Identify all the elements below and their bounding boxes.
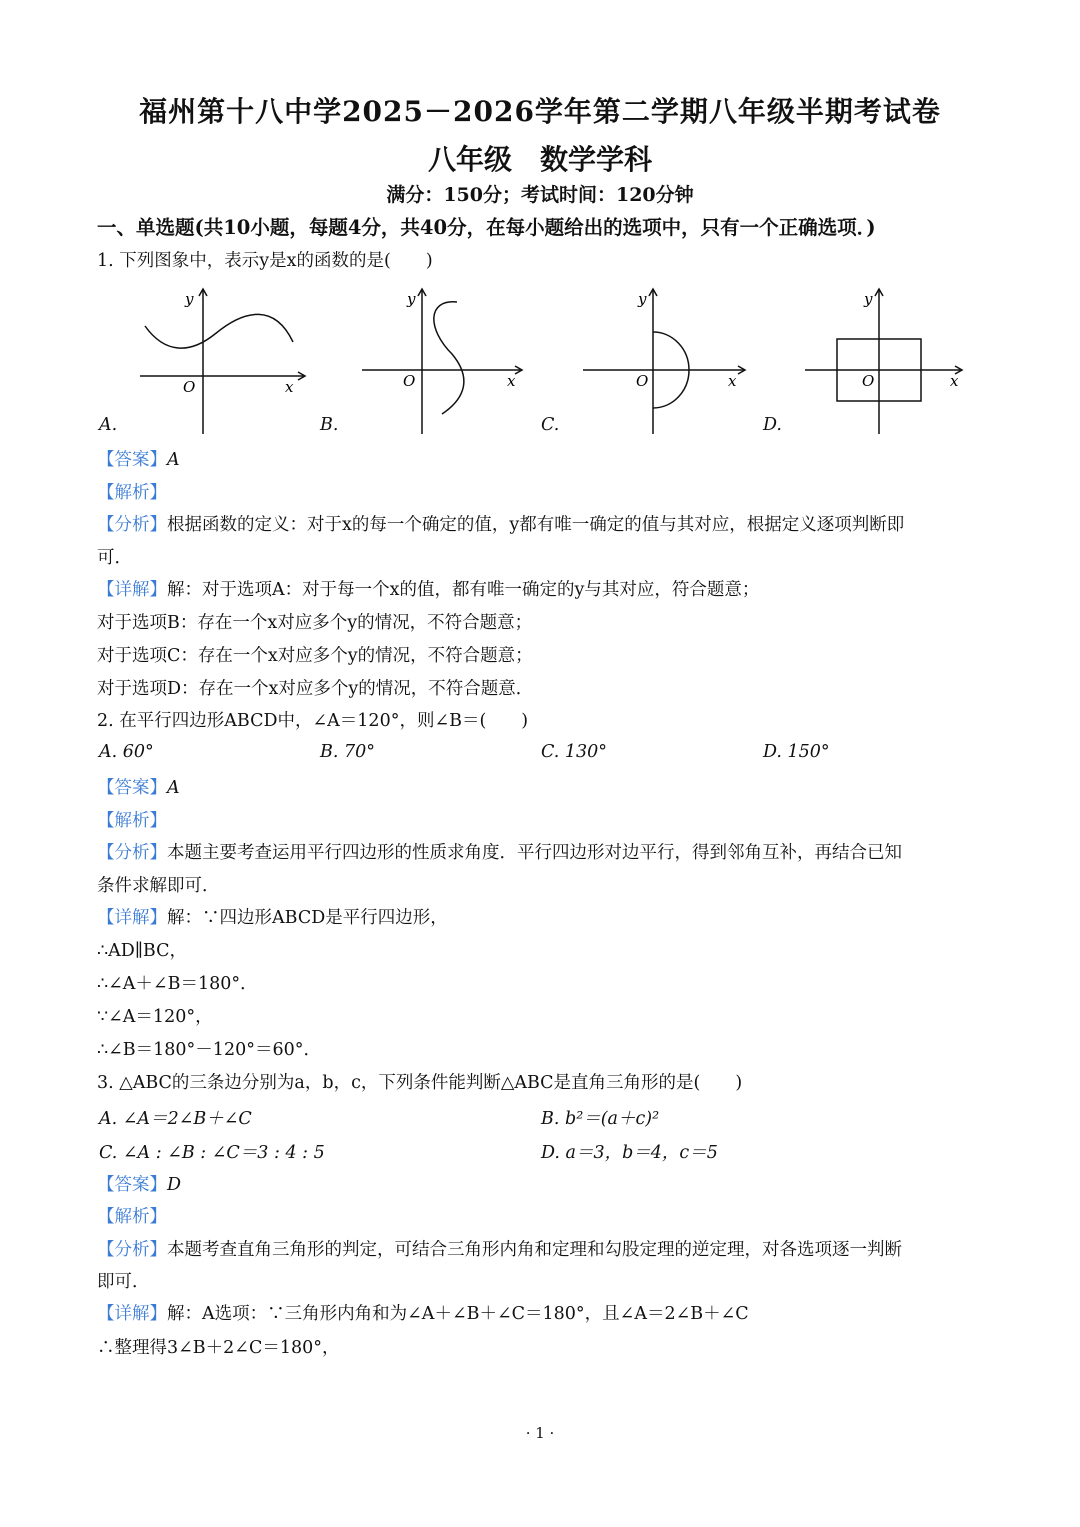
graph-d-x-label: x [950,372,959,390]
q3-fenxi-cont: 即可． [97,1272,150,1292]
q3-answer [97,1173,181,1197]
q3-option-b: B. b²＝(a＋c)² [541,1109,660,1129]
q3-fenxi [97,1238,902,1262]
answer-value: A [167,778,180,798]
fenxi-text: 本题主要考查运用平行四边形的性质求角度．平行四边形对边平行，得到邻角互补，再结合已知 [167,843,902,863]
q2-stem: 2. 在平行四边形ABCD中，∠A＝120°，则∠B＝( ) [97,711,529,731]
q2-answer [97,776,180,800]
exam-title: 福州第十八中学2025－2026学年第二学期八年级半期考试卷 [139,95,941,128]
q1-graph-b [357,284,532,440]
q1-fenxi [97,513,904,537]
q2-option-c: C. 130° [541,742,608,762]
answer-tag: 【答案】 [97,450,167,470]
q2-xiangjie-e: ∴∠B＝180°－120°＝60°． [97,1040,321,1060]
fenxi-text: 本题考查直角三角形的判定，可结合三角形内角和定理和勾股定理的逆定理，对各选项逐一判断 [167,1240,902,1260]
section-heading: 一、单选题(共10小题，每题4分，共40分，在每小题给出的选项中，只有一个正确选项．) [97,216,876,239]
q3-option-a: A. ∠A＝2∠B＋∠C [99,1109,252,1129]
answer-tag: 【答案】 [97,778,167,798]
fenxi-tag: 【分析】 [97,843,167,863]
q1-fenxi-cont: 可． [97,548,132,568]
q1-graph-c [580,284,755,440]
q3-option-d: D. a＝3，b＝4，c＝5 [541,1143,718,1163]
q1-option-d: D. [763,415,782,435]
q2-option-b: B. 70° [320,742,376,762]
q2-option-d: D. 150° [763,742,830,762]
fenxi-text: 根据函数的定义：对于x的每一个确定的值，y都有唯一确定的值与其对应，根据定义逐项判断即 [167,515,905,535]
graph-a-y-label: y [185,290,194,308]
q1-xiangjie-b: 对于选项B：存在一个x对应多个y的情况，不符合题意； [97,613,533,633]
fenxi-tag: 【分析】 [97,515,167,535]
graph-a-x-label: x [285,378,294,396]
q1-graph-d [802,284,977,440]
exam-subtitle [0,138,1080,178]
graph-c-origin-label: O [636,372,649,390]
q3-xiangjie-b: ∴整理得3∠B＋2∠C＝180°， [97,1338,340,1358]
q1-graph-a [135,284,310,440]
graph-b-origin-label: O [403,372,416,390]
q1-option-a: A. [99,415,118,435]
q1-stem: 1. 下列图象中，表示y是x的函数的是( ) [97,251,433,271]
q2-fenxi [97,841,902,865]
q1-option-b: B. [320,415,339,435]
q2-xiangjie [97,906,448,930]
grade-label: 八年级 [427,143,512,176]
graph-b-curve [434,302,464,414]
q1-option-c: C. [541,415,560,435]
graph-b-x-label: x [507,372,516,390]
q2-jiexi-tag: 【解析】 [97,811,167,831]
graph-a-svg [135,284,310,436]
graph-d-svg [802,284,977,436]
answer-value: A [167,450,180,470]
q3-stem: 3. △ABC的三条边分别为a，b，c，下列条件能判断△ABC是直角三角形的是( ) [97,1073,743,1093]
graph-c-x-label: x [728,372,737,390]
q1-answer [97,448,180,472]
q2-xiangjie-d: ∵∠A＝120°， [97,1007,213,1027]
graph-d-origin-label: O [862,372,875,390]
graph-a-curve [145,314,293,348]
answer-tag: 【答案】 [97,1175,167,1195]
q2-xiangjie-b: ∴AD∥BC， [97,941,187,961]
q3-xiangjie [97,1302,749,1326]
q3-option-c: C. ∠A : ∠B : ∠C＝3 : 4 : 5 [99,1143,325,1163]
q1-xiangjie [97,578,759,602]
q3-jiexi-tag: 【解析】 [97,1207,167,1227]
xiangjie-text: 解：∵四边形ABCD是平行四边形， [167,908,448,928]
xiangjie-text: 解：对于选项A：对于每一个x的值，都有唯一确定的y与其对应，符合题意； [167,580,760,600]
page-number: · 1 · [525,1424,555,1442]
fenxi-tag: 【分析】 [97,1240,167,1260]
graph-d-y-label: y [864,290,873,308]
q2-fenxi-cont: 条件求解即可． [97,876,220,896]
q2-xiangjie-c: ∴∠A＋∠B＝180°． [97,974,258,994]
graph-b-svg [357,284,532,436]
graph-c-svg [580,284,755,436]
answer-value: D [167,1175,182,1195]
q1-xiangjie-d: 对于选项D：存在一个x对应多个y的情况，不符合题意． [97,679,534,699]
q1-jiexi-tag: 【解析】 [97,483,167,503]
graph-c-y-label: y [638,290,647,308]
exam-meta: 满分：150分；考试时间：120分钟 [386,184,694,206]
xiangjie-tag: 【详解】 [97,1304,167,1324]
graph-a-origin-label: O [183,378,196,396]
xiangjie-tag: 【详解】 [97,580,167,600]
xiangjie-text: 解：A选项：∵三角形内角和为∠A＋∠B＋∠C＝180°，且∠A＝2∠B＋∠C [167,1304,749,1324]
subject-label: 数学学科 [540,143,653,176]
q2-option-a: A. 60° [99,742,154,762]
graph-b-y-label: y [407,290,416,308]
q1-xiangjie-c: 对于选项C：存在一个x对应多个y的情况，不符合题意； [97,646,533,666]
xiangjie-tag: 【详解】 [97,908,167,928]
